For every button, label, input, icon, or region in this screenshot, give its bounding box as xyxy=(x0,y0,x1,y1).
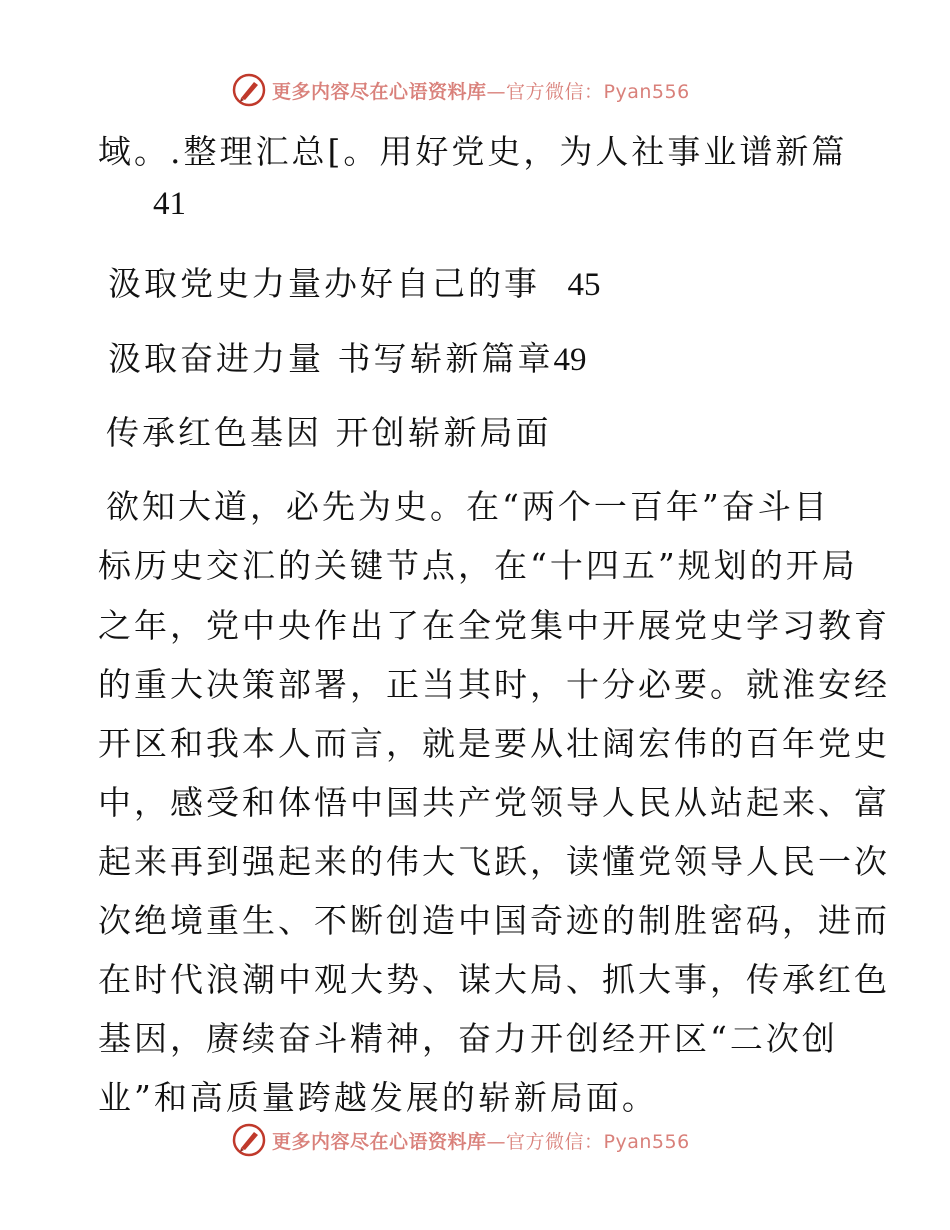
body-line: 起来再到强起来的伟大飞跃，读懂党领导人民一次 xyxy=(98,842,890,881)
body-line: 在时代浪潮中观大势、谋大局、抓大事，传承红色 xyxy=(98,960,890,999)
watermark-banner-top xyxy=(232,72,690,108)
toc-item-2 xyxy=(108,258,601,305)
body-line: 开区和我本人而言，就是要从壮阔宏伟的百年党史 xyxy=(98,724,890,763)
toc-item-3-page: 49 xyxy=(553,342,587,378)
toc-page-41: 41 xyxy=(153,186,186,222)
body-line: 之年，党中央作出了在全党集中开展党史学习教育 xyxy=(98,606,890,645)
body-line: 次绝境重生、不断创造中国奇迹的制胜密码，进而 xyxy=(98,901,890,940)
toc-line-1: 域。.整理汇总[。用好党史，为人社事业谱新篇 xyxy=(98,132,848,171)
body-line: 中，感受和体悟中国共产党领导人民从站起来、富 xyxy=(98,783,890,822)
watermark-text: 更多内容尽在心语资料库—官方微信：Pyan556 xyxy=(272,1130,690,1153)
watermark-banner-bottom xyxy=(232,1122,690,1158)
body-line: 欲知大道，必先为史。在“两个一百年”奋斗目 xyxy=(106,487,830,526)
toc-item-2-title: 汲取党史力量办好自己的事 xyxy=(108,264,540,303)
pen-circle-logo-icon xyxy=(232,73,266,107)
pen-circle-logo-icon xyxy=(232,1123,266,1157)
body-line: 业”和高质量跨越发展的崭新局面。 xyxy=(98,1078,658,1117)
toc-item-2-page: 45 xyxy=(567,267,601,303)
toc-item-3 xyxy=(108,333,587,380)
body-line: 基因，赓续奋斗精神，奋力开创经开区“二次创 xyxy=(98,1019,838,1058)
toc-item-3-title: 汲取奋进力量 书写崭新篇章 xyxy=(108,339,554,378)
article-title: 传承红色基因 开创崭新局面 xyxy=(106,413,552,452)
body-line: 的重大决策部署，正当其时，十分必要。就淮安经 xyxy=(98,665,890,704)
watermark-text: 更多内容尽在心语资料库—官方微信：Pyan556 xyxy=(272,80,690,103)
body-line: 标历史交汇的关键节点，在“十四五”规划的开局 xyxy=(98,546,858,585)
